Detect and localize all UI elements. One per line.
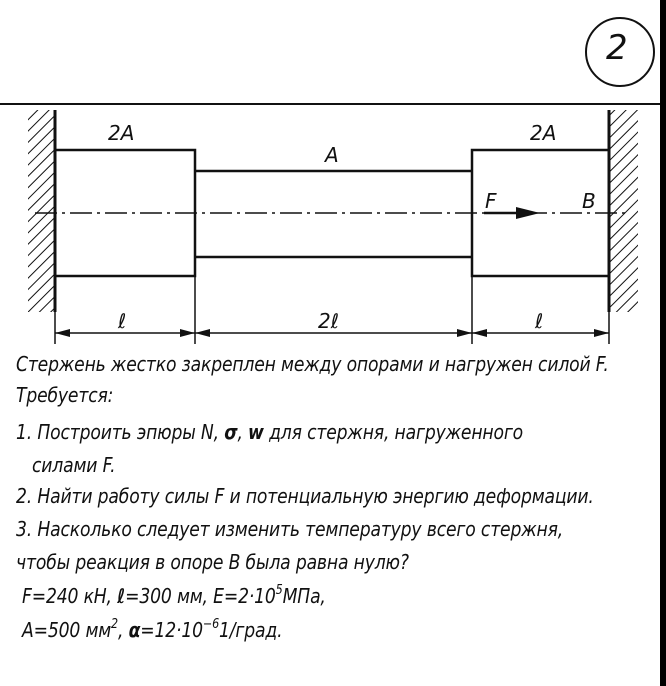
dim-arrow (195, 329, 210, 337)
left-area-label: 2A (108, 121, 135, 145)
given1-c: МПа, (282, 584, 326, 608)
dim-left-label: ℓ (118, 309, 127, 333)
problem-line-2: Требуется: (16, 383, 114, 407)
dim-arrow (472, 329, 487, 337)
right-area-label: 2A (530, 121, 557, 145)
line3-prefix: 1. Построить эпюры N, (16, 420, 225, 444)
dim-arrow (594, 329, 609, 337)
given2-a: A=500 мм (22, 618, 112, 642)
given2-b: , (117, 618, 129, 642)
sheet-number: 2 (606, 28, 628, 68)
problem-line-6: 3. Насколько следует изменить температуру всего стержня, (16, 517, 564, 541)
dim-middle-label: 2ℓ (318, 309, 339, 333)
support-b-label: B (582, 189, 596, 213)
given-line-1 (22, 584, 326, 608)
given2-c: =12·10 (140, 618, 203, 642)
given2-d: 1/град. (219, 618, 283, 642)
problem-line-1: Стержень жестко закреплен между опорами и нагружен силой F. (16, 352, 609, 376)
given-line-2 (22, 618, 282, 642)
problem-line-7: чтобы реакция в опоре B была равна нулю? (16, 550, 409, 574)
dim-arrow (457, 329, 472, 337)
given1-exponent: 5 (275, 583, 283, 598)
given2-exponent-2: −6 (202, 617, 220, 632)
given1-b: =300 мм, E=2·10 (125, 584, 276, 608)
w-symbol: w (248, 420, 264, 444)
dim-arrow (180, 329, 195, 337)
ell-symbol: ℓ (117, 584, 126, 608)
given2-exponent: 2 (111, 617, 118, 632)
dim-arrow (55, 329, 70, 337)
alpha-symbol: α (128, 618, 141, 642)
right-wall-hatching (610, 110, 638, 312)
line3-suffix: для стержня, нагруженного (263, 420, 524, 444)
dim-right-label: ℓ (535, 309, 544, 333)
given1-a: F=240 кН, (22, 584, 118, 608)
sigma-symbol: σ (224, 420, 238, 444)
problem-line-3 (16, 420, 523, 444)
force-arrow-head (516, 207, 540, 219)
middle-area-label: A (325, 143, 339, 167)
line3-sep: , (237, 420, 249, 444)
problem-line-4: силами F. (32, 453, 116, 477)
force-label: F (485, 189, 497, 213)
problem-line-5: 2. Найти работу силы F и потенциальную энергию деформации. (16, 484, 594, 508)
left-wall-hatching (28, 110, 54, 312)
